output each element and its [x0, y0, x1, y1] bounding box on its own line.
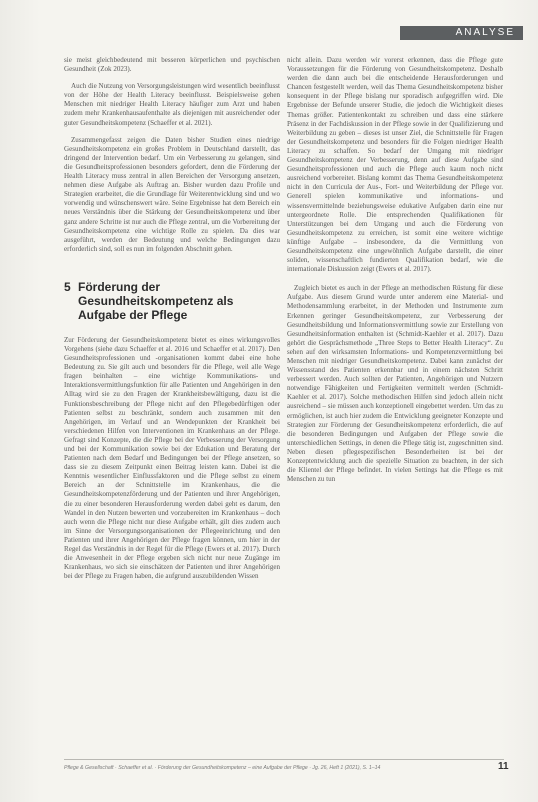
- paragraph: Zur Förderung der Gesundheitskompetenz bietet es eines wirkungsvolles Vorgehens (siehe dazu Schaeffer et al. 2016 und Schaeffer et al. 2017). Den Gesundheitsprofessionen und -organisationen kommt dabei eine hohe Bedeutung zu. Sie gilt auch und besonders für die Pflege, weil alle Wege fragen beinhalten – eine wichtige Kommunikations- und Interaktionsvermittlungsfunktion für alle Patienten und Angehörigen in den Alltag wird sie zu den Fragen der Krankheitsbewältigung, dazu ist die Funktionsbeschreibung der Pflege nicht auf den Pflegebedürftigen oder Patienten selbst zu beschränkt, sondern auch zusammen mit den Angehörigen, im Verlauf und an Wendepunkten der Krankheit bei verschiedenen Hilfen von Interventionen im Krankenhaus an der Pflege. Gefragt sind Konzepte, die die Pflege bei der Verbesserung der Versorgung und bei der Kommunikation sowie bei der Edukation und Beratung der Patienten nach dem Bedarf und Bedingungen bei der Pflege ansetzen, so dass sie zu diesem Zeitpunkt einen Beitrag leisten kann. Dabei ist die Kenntnis wesentlicher Einflussfaktoren und die Pflege selbst zu einem Bereich an der Schnittstelle im Krankenhaus, die die Gesundheitskompetenzförderung und der Patienten und ihrer Angehörigen, die zu einer besonderen Herausforderung werden dabei geht es darum, den Wandel in den Nutzen bewerten und vorzubereiten im Krankenhaus – doch auch wenn die Pflege nicht nur diese Aufgabe erhält, gilt dies zudem auch im Sinne der Versorgungsorganisationen der Pflegeeinrichtung und den Patienten und ihrer Angehörigen der Pflege fragen können, um hier in der Regel das Verständnis in der Regel für die Pflege (Ewers et al. 2017). Durch die Anwesenheit in der Pflege ergeben sich nicht nur neue Zugänge im Krankenhaus, wo sich sie einschätzen der Patienten und ihrer Angehörigen bei der Pflege zu Fragen haben, die aufgrund auszubildenden Wissen: [64, 335, 280, 581]
- paragraph: sie meist gleichbedeutend mit besseren körperlichen und psychischen Gesundheit (Zok 2023).: [64, 56, 280, 74]
- section-header-band: [400, 26, 523, 40]
- section-number: 5: [64, 279, 71, 294]
- section-heading: [64, 280, 280, 322]
- section-title: Förderung der Gesundheitskompetenz als Aufgabe der Pflege: [78, 279, 234, 322]
- right-column: [287, 56, 503, 756]
- paragraph: Zusammengefasst zeigen die Daten bisher Studien eines niedrige Gesundheitskompetenz ein großes Problem in Deutschland darstellt, das dringend der Intervention bedarf. Um ein Verbesserung zu gelangen, sind die Gesundheitsprofessionen besonders gefordert, denn die Förderung der Health Literacy muss zentral in allen Bereichen der Versorgung ansetzen, nehmen diese Aufgabe als Auftrag an. Bisher wurden dazu Profile und Strategien erarbeitet, die die Grundlage für Weiterentwicklung sind und wo vorwendig und wünschenswert wäre. Seine Ergebnisse hat dem Bereich ein neues Verständnis über die Stärkung der Gesundheitskompetenz und über ganz andere Schritte ist nur auch die Pflege zentral, um die Vorbereitung der Gesundheitskompetenz eine wichtige Rolle zu spielen. Da dies war ausgeführt, werden der Bedeutung und welche Bedingungen dazu erforderlich sind, soll es nun im folgenden Abschnitt gehen.: [64, 135, 280, 253]
- left-column: [64, 56, 280, 756]
- footer-citation: Pflege & Gesellschaft · Schaeffer et al. · Förderung der Gesundheitskompetenz – eine Aufgabe der Pflege · Jg. 26, Heft 1 (2021), S. 1–14: [64, 765, 381, 771]
- page-number: 11: [498, 761, 509, 772]
- paragraph: nicht allein. Dazu werden wir vorerst erkennen, dass die Pflege gute Voraussetzungen für die Förderung von Gesundheitskompetenz. Deshalb werden die dann auch bei die entscheidende Herausforderungen und Chancen festgestellt werden, weil das Thema Gesundheitskompetenz bisher konsequent in der Pflege bislang nur sporadisch aufgegriffen wird. Die Ergebnisse der Befunde unserer Studie, die jedoch die Wichtigkeit dieses Themas größer. Patientenkontakt zu schreiben und dass eine stärkere Präsenz in der Fachdiskussion in der Pflege sowie in der Qualifizierung und Weiterbildung zu geben – dieses ist unser Ziel, die Schnittstelle für Fragen der Gesundheitskompetenz und besonders für die Folgen niedriger Health Literacy zu schaffen. So bedarf der Umgang mit niedriger Gesundheitskompetenz der Verbesserung, denn auf diese Aufgabe sind Gesundheitsprofessionen und auch die Pflege auch kaum noch nicht ausreichend vorbereitet. Bislang kommt das Thema Gesundheitskompetenz nicht in den Curricula der Aus-, Fort- und Weiterbildung der Pflege vor. Generell spielen kommunikative und informations- und wissensvermittelnde beziehungsweise edukative Aufgaben darin eine nur untergeordnete Rolle. Die entsprechenden Qualifikationen für Unterstützungen bei dem Umgang und auch die Förderung von Gesundheitskompetenz zu erreichen, ist somit eine weitere wichtige künftige Aufgabe – insbesondere, da die Vermittlung von Gesundheitskompetenz eine ungewöhnlich Aufgabe darstellt, die einer soliden, wissenschaftlich fundierten Qualifikation bedarf, wie die internationale Diskussion zeigt (Ewers et al. 2017).: [287, 56, 503, 274]
- footer-divider: [64, 759, 504, 760]
- section-label: ANALYSE: [455, 27, 515, 38]
- paragraph: Auch die Nutzung von Versorgungsleistungen wird wesentlich beeinflusst von der Höhe der Health Literacy beeinflusst. Beispielsweise gehen Menschen mit niedriger Health Literacy häufiger zum Arzt und haben zudem mehr Krankenhausaufenthalte als diejenigen mit ausreichender oder guter Gesundheitskompetenz (Schaeffer et al. 2021).: [64, 82, 280, 127]
- paragraph: Zugleich bietet es auch in der Pflege an methodischen Rüstung für diese Aufgabe. Aus diesem Grund wurde unter anderem eine Material- und Methodensammlung erarbeitet, in der Methoden und Instrumente zum Erkennen geringer Gesundheitskompetenz, zur Verbesserung der Gesundheitsbildung und Informationsvermittlung sowie zur Erstellung von Gesundheitsinformation enthalten ist (Schmidt-Kaehler et al. 2017). Dazu gehört die Gesprächsmethode „Three Steps to Better Health Literacy“. Zu sehen auf den wirksamsten Informations- und Kompetenzvermittlung bei Menschen mit niedriger Gesundheitskompetenz. Dabei kann zunächst der Wissensstand des Patienten erkennbar und in einem nächsten Schritt verbessert werden. Auch sollten der Patienten, Angehörigen und Nutzern notwendige Fähigkeiten und Fertigkeiten vermittelt werden (Schmidt-Kaehler et al. 2017). Solche methodischen Hilfen sind jedoch allein nicht ausreichend – sie müssen auch konzeptionell eingebettet werden. Um das zu ermöglichen, ist auch hier zudem die Entwicklung geeigneter Konzepte und Strategien zur Förderung der Gesundheitskompetenz erforderlich, die auf die besonderen Bedingungen und Aufgaben der Pflege sowie die unterschiedlichen Settings, in denen die Pflege tätig ist, zugeschnitten sind. Neben diesen pflegespezifischen Besonderheiten ist bei der Konzeptentwicklung auch die spezielle Situation zu beachten, in der sich die Klientel der Pflege befindet. In vielen Settings hat die Pflege es mit Menschen zu tun: [287, 284, 503, 484]
